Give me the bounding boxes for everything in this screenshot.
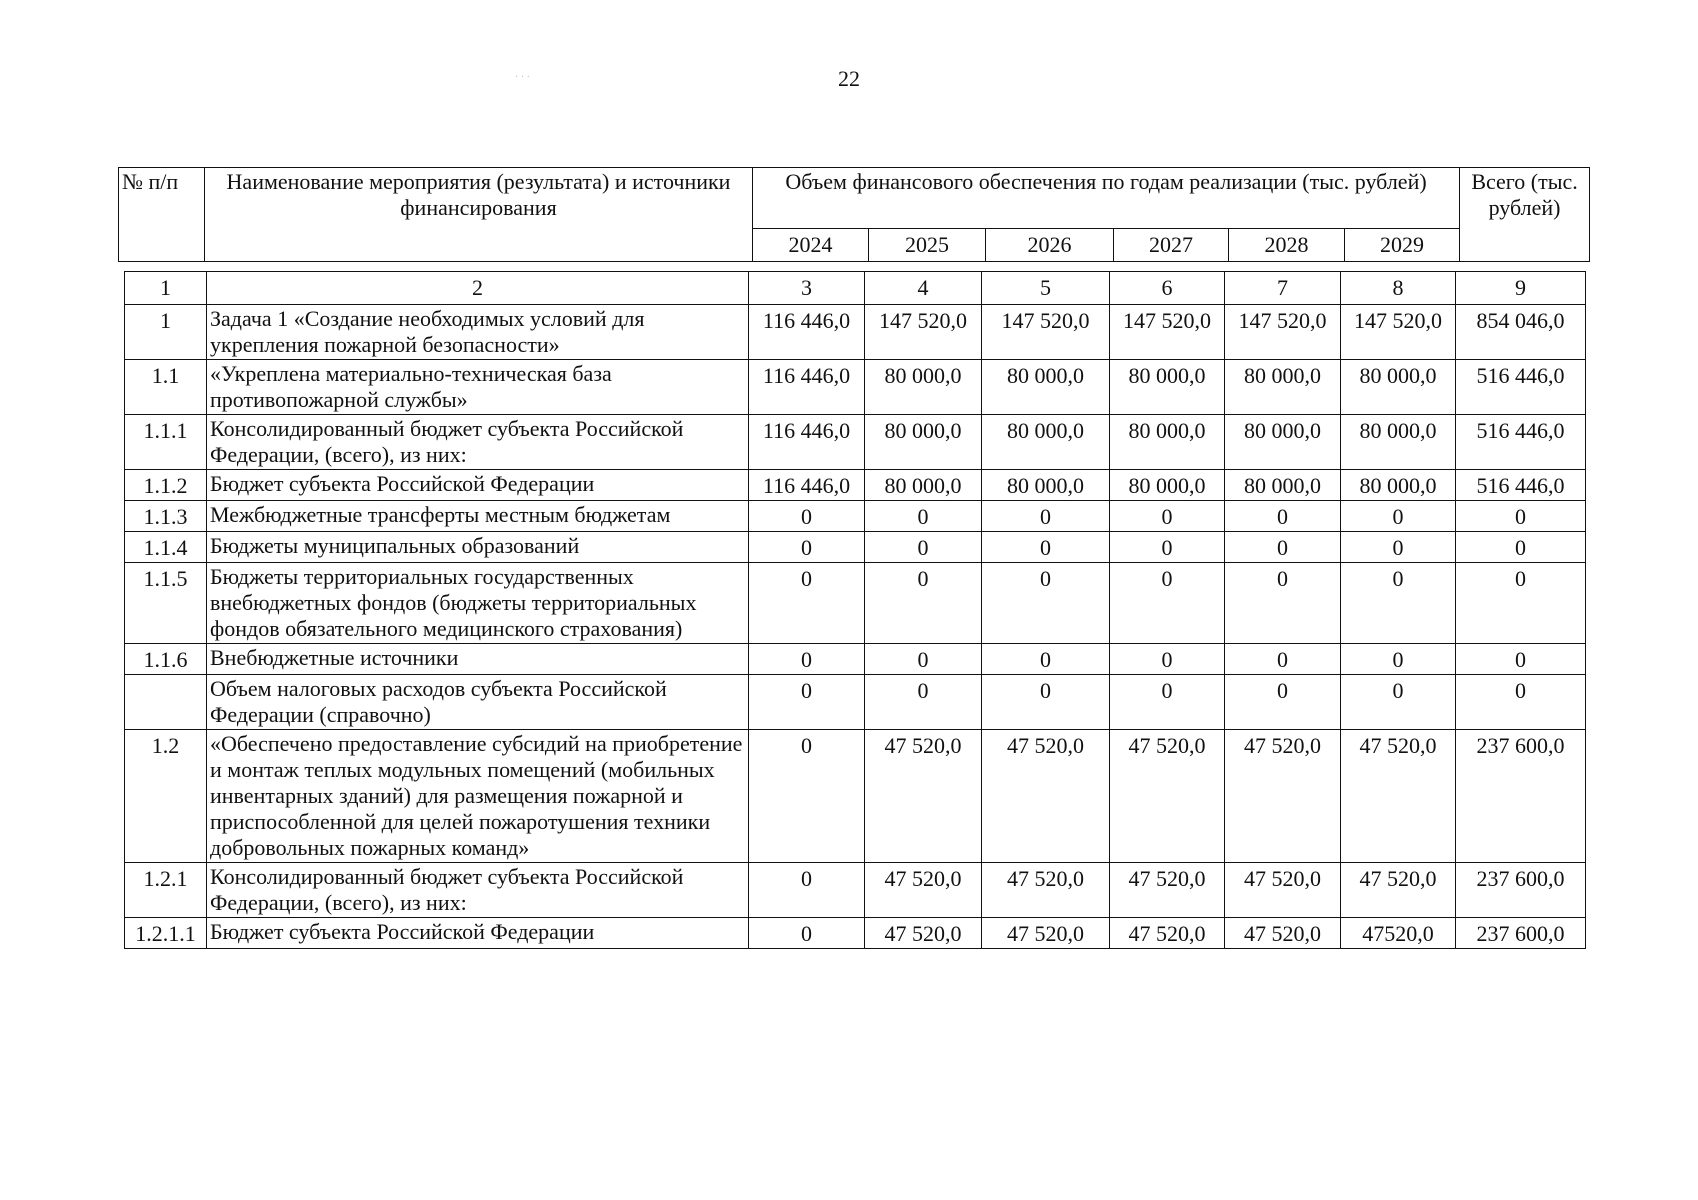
row-value: 47 520,0: [1110, 918, 1225, 949]
row-value: 0: [1341, 501, 1456, 532]
row-value: 0: [749, 863, 865, 918]
row-name: Объем налоговых расходов субъекта Российской Федерации (справочно): [207, 675, 749, 730]
row-value: 80 000,0: [865, 360, 982, 415]
row-total: 0: [1456, 675, 1586, 730]
row-value: 47 520,0: [1225, 918, 1341, 949]
row-value: 47 520,0: [1225, 863, 1341, 918]
column-number: 9: [1456, 272, 1586, 305]
row-name: Бюджет субъекта Российской Федерации: [207, 470, 749, 501]
row-value: 0: [1225, 501, 1341, 532]
row-value: 0: [865, 563, 982, 644]
row-value: 0: [1225, 675, 1341, 730]
header-year: 2024: [753, 229, 869, 262]
column-number: 3: [749, 272, 865, 305]
row-value: 147 520,0: [1341, 305, 1456, 360]
row-number: 1.1.3: [125, 501, 207, 532]
table-row: [125, 415, 1586, 470]
row-value: 80 000,0: [1341, 415, 1456, 470]
row-value: 0: [1225, 644, 1341, 675]
row-number: 1.1.2: [125, 470, 207, 501]
row-value: 47 520,0: [1110, 730, 1225, 863]
column-numbers-row: [125, 272, 1586, 305]
row-value: 147 520,0: [982, 305, 1110, 360]
row-total: 516 446,0: [1456, 470, 1586, 501]
row-value: 47520,0: [1341, 918, 1456, 949]
row-value: 0: [865, 675, 982, 730]
header-total: Всего (тыс. рублей): [1460, 168, 1590, 262]
row-number: 1.1.4: [125, 532, 207, 563]
table-row: [125, 918, 1586, 949]
row-value: 80 000,0: [1110, 470, 1225, 501]
row-value: 0: [749, 501, 865, 532]
row-total: 237 600,0: [1456, 863, 1586, 918]
row-value: 0: [1110, 563, 1225, 644]
row-number: 1.1.1: [125, 415, 207, 470]
header-year: 2026: [986, 229, 1114, 262]
row-value: 0: [1341, 644, 1456, 675]
row-value: 0: [749, 918, 865, 949]
row-total: 0: [1456, 532, 1586, 563]
row-total: 0: [1456, 501, 1586, 532]
table-row: [125, 563, 1586, 644]
row-value: 116 446,0: [749, 360, 865, 415]
row-value: 0: [749, 563, 865, 644]
header-number: № п/п: [119, 168, 205, 262]
row-value: 147 520,0: [865, 305, 982, 360]
header-name: Наименование мероприятия (результата) и источники финансирования: [205, 168, 753, 262]
row-name: Внебюджетные источники: [207, 644, 749, 675]
row-name: «Укреплена материально-техническая база противопожарной службы»: [207, 360, 749, 415]
row-number: 1: [125, 305, 207, 360]
row-value: 80 000,0: [1341, 470, 1456, 501]
table-row: [125, 470, 1586, 501]
row-value: 80 000,0: [982, 415, 1110, 470]
row-value: 0: [1225, 563, 1341, 644]
table-header: [118, 167, 1590, 262]
row-value: 47 520,0: [1341, 863, 1456, 918]
row-value: 47 520,0: [1341, 730, 1456, 863]
row-value: 47 520,0: [982, 730, 1110, 863]
table-row: [125, 644, 1586, 675]
row-name: Консолидированный бюджет субъекта Российской Федерации, (всего), из них:: [207, 863, 749, 918]
row-value: 80 000,0: [1110, 360, 1225, 415]
row-value: 0: [1341, 563, 1456, 644]
row-value: 0: [982, 532, 1110, 563]
column-number: 8: [1341, 272, 1456, 305]
row-value: 0: [1341, 675, 1456, 730]
row-total: 0: [1456, 563, 1586, 644]
row-value: 80 000,0: [865, 415, 982, 470]
row-value: 0: [749, 532, 865, 563]
header-funding-by-year: Объем финансового обеспечения по годам реализации (тыс. рублей): [753, 168, 1460, 229]
table-row: [125, 501, 1586, 532]
row-value: 0: [865, 501, 982, 532]
row-total: 516 446,0: [1456, 360, 1586, 415]
row-value: 47 520,0: [865, 918, 982, 949]
row-value: 0: [749, 730, 865, 863]
row-value: 80 000,0: [982, 360, 1110, 415]
row-value: 80 000,0: [1341, 360, 1456, 415]
header-year: 2027: [1114, 229, 1229, 262]
row-number: 1.2.1.1: [125, 918, 207, 949]
row-value: 0: [1110, 675, 1225, 730]
row-value: 0: [865, 532, 982, 563]
scan-artifact: · · ·: [515, 72, 530, 83]
row-value: 116 446,0: [749, 470, 865, 501]
row-value: 116 446,0: [749, 305, 865, 360]
row-number: 1.1: [125, 360, 207, 415]
row-value: 0: [982, 501, 1110, 532]
row-value: 147 520,0: [1225, 305, 1341, 360]
row-value: 0: [865, 644, 982, 675]
row-total: 237 600,0: [1456, 730, 1586, 863]
row-value: 47 520,0: [1225, 730, 1341, 863]
row-number: 1.1.6: [125, 644, 207, 675]
row-number: 1.1.5: [125, 563, 207, 644]
header-year: 2025: [869, 229, 986, 262]
row-number: 1.2.1: [125, 863, 207, 918]
row-number: [125, 675, 207, 730]
row-value: 47 520,0: [982, 918, 1110, 949]
row-name: «Обеспечено предоставление субсидий на приобретение и монтаж теплых модульных помещений (мобильных инвентарных зданий) для размещения пожарной и приспособленной для целей пожаротушения техники добровольных пожарных команд»: [207, 730, 749, 863]
row-value: 80 000,0: [1110, 415, 1225, 470]
table-row: [125, 730, 1586, 863]
row-value: 47 520,0: [982, 863, 1110, 918]
row-value: 80 000,0: [865, 470, 982, 501]
row-value: 80 000,0: [1225, 470, 1341, 501]
row-value: 147 520,0: [1110, 305, 1225, 360]
row-value: 0: [982, 563, 1110, 644]
row-value: 80 000,0: [1225, 360, 1341, 415]
row-value: 47 520,0: [1110, 863, 1225, 918]
row-value: 0: [982, 675, 1110, 730]
row-value: 0: [1225, 532, 1341, 563]
column-number: 4: [865, 272, 982, 305]
row-total: 516 446,0: [1456, 415, 1586, 470]
table-row: [125, 532, 1586, 563]
column-number: 1: [125, 272, 207, 305]
row-name: Бюджеты муниципальных образований: [207, 532, 749, 563]
row-value: 80 000,0: [1225, 415, 1341, 470]
page-number: 22: [838, 66, 860, 91]
row-value: 0: [1110, 532, 1225, 563]
row-value: 0: [749, 644, 865, 675]
row-number: 1.2: [125, 730, 207, 863]
table-row: [125, 360, 1586, 415]
financing-table: [124, 271, 1586, 949]
row-value: 0: [1341, 532, 1456, 563]
header-year: 2029: [1345, 229, 1460, 262]
row-value: 0: [982, 644, 1110, 675]
row-value: 47 520,0: [865, 863, 982, 918]
row-total: 854 046,0: [1456, 305, 1586, 360]
row-value: 0: [749, 675, 865, 730]
row-name: Задача 1 «Создание необходимых условий для укрепления пожарной безопасности»: [207, 305, 749, 360]
row-total: 237 600,0: [1456, 918, 1586, 949]
header-year: 2028: [1229, 229, 1345, 262]
row-value: 47 520,0: [865, 730, 982, 863]
row-value: 0: [1110, 644, 1225, 675]
row-name: Бюджеты территориальных государственных внебюджетных фондов (бюджеты территориальных фондов обязательного медицинского страхования): [207, 563, 749, 644]
row-total: 0: [1456, 644, 1586, 675]
row-name: Консолидированный бюджет субъекта Российской Федерации, (всего), из них:: [207, 415, 749, 470]
table-row: [125, 305, 1586, 360]
row-value: 80 000,0: [982, 470, 1110, 501]
row-value: 116 446,0: [749, 415, 865, 470]
row-name: Бюджет субъекта Российской Федерации: [207, 918, 749, 949]
row-value: 0: [1110, 501, 1225, 532]
column-number: 5: [982, 272, 1110, 305]
column-number: 7: [1225, 272, 1341, 305]
column-number: 2: [207, 272, 749, 305]
table-row: [125, 863, 1586, 918]
column-number: 6: [1110, 272, 1225, 305]
table-row: [125, 675, 1586, 730]
row-name: Межбюджетные трансферты местным бюджетам: [207, 501, 749, 532]
